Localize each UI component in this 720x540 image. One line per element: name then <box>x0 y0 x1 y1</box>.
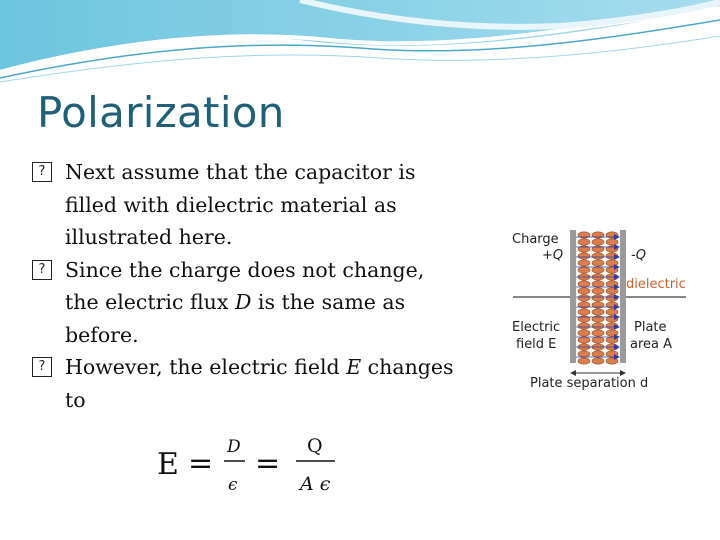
dielectric-molecule <box>578 267 590 273</box>
dielectric-molecule <box>578 337 590 343</box>
bullet-text: Next assume that the capacitor is filled with dielectric material as illustrated here. <box>65 160 416 249</box>
dielectric-molecule <box>592 323 604 329</box>
dielectric-molecule <box>578 253 590 259</box>
right-plate <box>620 230 626 363</box>
bullet-list <box>32 156 462 416</box>
equation-equals-1: = <box>188 446 214 481</box>
capacitor-diagram <box>508 225 688 395</box>
area-a-label: area A <box>630 337 673 352</box>
minus-q-label: -Q <box>631 248 646 263</box>
dielectric-molecule <box>592 358 604 364</box>
frac2-numerator: Q <box>307 435 323 457</box>
dielectric-molecule <box>578 260 590 266</box>
dielectric-molecule <box>578 358 590 364</box>
dielectric-molecule <box>592 295 604 301</box>
field-e-label: field E <box>516 337 557 352</box>
dielectric-molecule <box>592 253 604 259</box>
dielectric-molecule <box>578 295 590 301</box>
dielectric-molecule <box>606 309 618 315</box>
square-glyph-icon: ? <box>32 162 52 182</box>
dielectric-molecule <box>592 288 604 294</box>
header-banner <box>0 0 720 90</box>
dielectric-molecule <box>592 330 604 336</box>
dielectric-molecule <box>578 323 590 329</box>
bullet-text: Since the charge does not change, the electric flux <box>65 257 425 314</box>
frac1-numerator: D <box>227 437 241 457</box>
charge-label: Charge <box>512 232 559 247</box>
flux-symbol: D <box>234 290 252 314</box>
field-symbol: E <box>346 355 362 379</box>
dielectric-molecule <box>578 281 590 287</box>
dielectric-molecule <box>592 239 604 245</box>
left-plate <box>570 230 576 363</box>
dielectric-molecule <box>578 330 590 336</box>
plate-label: Plate <box>634 320 667 335</box>
dielectric-molecule <box>592 267 604 273</box>
plate-separation-label: Plate separation d <box>530 376 649 391</box>
dielectric-molecule <box>592 260 604 266</box>
slide-title: Polarization <box>37 88 285 137</box>
dielectric-molecule <box>578 239 590 245</box>
dielectric-molecules <box>578 232 618 364</box>
bullet-item <box>32 156 462 254</box>
dielectric-molecule <box>592 351 604 357</box>
dielectric-molecule <box>606 239 618 245</box>
equation-equals-2: = <box>255 446 281 481</box>
frac1-denominator: ϵ <box>228 475 238 495</box>
electric-label: Electric <box>512 320 561 335</box>
square-glyph-icon: ? <box>32 357 52 377</box>
bullet-text: However, the electric field <box>65 355 347 379</box>
bullet-text-after: changes to <box>65 355 454 412</box>
dielectric-molecule <box>592 337 604 343</box>
bullet-item <box>32 254 462 352</box>
dielectric-molecule <box>592 281 604 287</box>
plus-q-label: +Q <box>542 248 564 263</box>
equation-lhs: E <box>157 447 179 482</box>
field-equation <box>155 430 345 500</box>
dielectric-molecule <box>592 309 604 315</box>
dielectric-molecule <box>578 288 590 294</box>
dielectric-molecule <box>578 309 590 315</box>
bullet-item <box>32 351 462 416</box>
frac2-denominator: A ϵ <box>300 473 331 495</box>
dielectric-label: dielectric <box>626 277 686 292</box>
dielectric-molecule <box>578 351 590 357</box>
bullet-text-after: is the same as before. <box>65 290 406 347</box>
square-glyph-icon: ? <box>32 260 52 280</box>
